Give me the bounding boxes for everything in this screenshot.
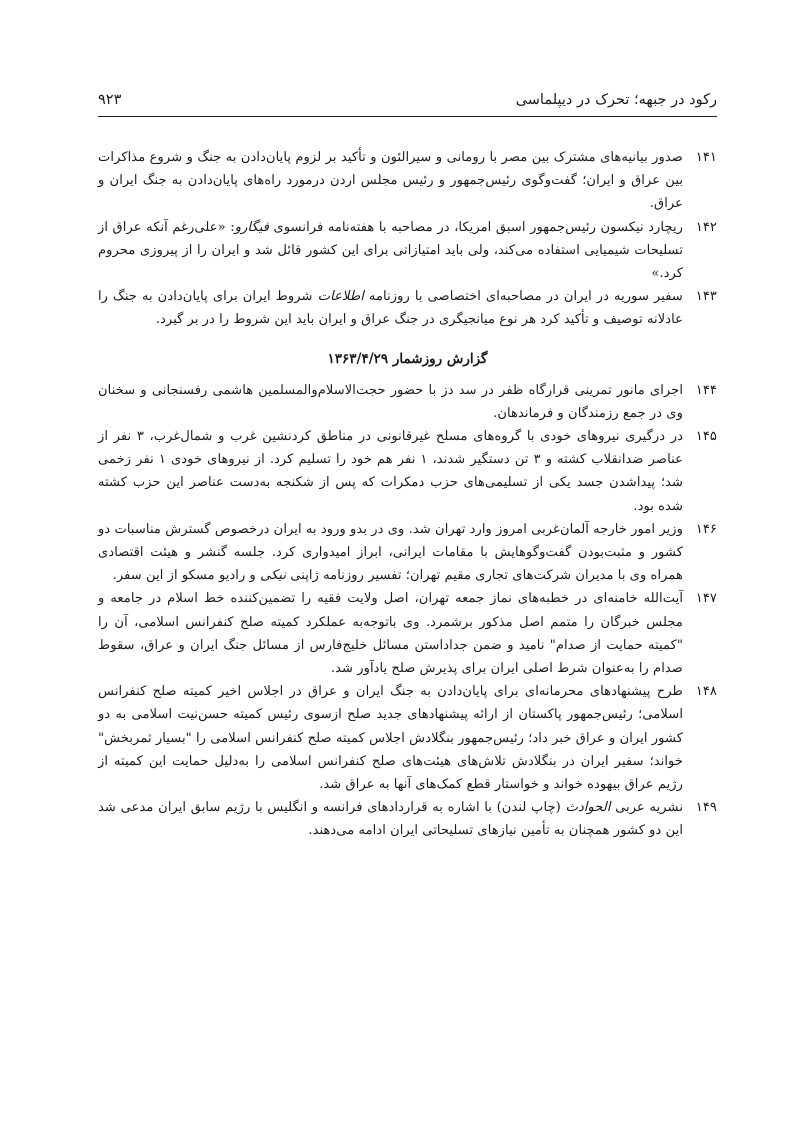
italic-publication-name: فیگارو: [234, 219, 269, 235]
entry-143: [98, 285, 717, 331]
page-body: [98, 146, 717, 843]
entry-text: صدور بیانیه‌های مشترک بین مصر با رومانی و سیرالئون و تأکید بر لزوم پایان‌دادن به جنگ و شروع مذاکرات بین عراق و ایران؛ گفت‌وگوی رئیس‌جمهور و رئیس مجلس اردن درمورد راه‌های پایان‌دادن به جنگ ایران و عراق.: [98, 150, 683, 212]
entries-group-after-heading: [98, 379, 717, 843]
running-header: [98, 92, 717, 117]
page-number: ۹۲۳: [98, 92, 122, 108]
entry-text: ریچارد نیکسون رئیس‌جمهور اسبق امریکا، در مصاحبه با هفته‌نامه فرانسوی فیگارو: «علی‌رغم آنکه عراق از تسلیحات شیمیایی استفاده می‌کند، ولی باید امتیازاتی برای این کشور قائل شد و ایران را از پیروزی محروم کرد.»: [98, 219, 683, 282]
section-heading: گزارش روزشمار ۱۳۶۳/۴/۲۹: [327, 350, 488, 367]
entry-text: اجرای مانور تمرینی قرارگاه ظفر در سد دز با حضور حجت‌الاسلام‌والمسلمین هاشمی رفسنجانی و سخنان وی در جمع رزمندگان و فرماندهان.: [98, 382, 683, 421]
entry-number: ۱۴۳: [695, 289, 717, 305]
entry-147: [98, 587, 717, 680]
entry-number: ۱۴۸: [695, 684, 717, 700]
entry-number: ۱۴۱: [695, 150, 717, 165]
entry-146: [98, 518, 717, 588]
entries-group-before-heading: [98, 146, 717, 332]
entry-145: [98, 425, 717, 518]
entry-text: وزیر امور خارجه آلمان‌غربی امروز وارد تهران شد. وی در بدو ورود به ایران درخصوص گسترش مناسبات دو کشور و مثبت‌بودن گفت‌وگوهایش با مقامات ایرانی، ابراز امیدواری کرد. جلسه گنشر و هیئت اقتصادی همراه وی با مدیران شرکت‌های تجاری مقیم تهران؛ تفسیر روزنامه ژاپنی نیکی و رادیو مسکو از این سفر.: [98, 521, 683, 584]
entry-number: ۱۴۶: [695, 521, 717, 537]
entry-number: ۱۴۷: [695, 591, 717, 607]
entry-144: [98, 379, 717, 425]
italic-publication-name: نیکی: [260, 568, 287, 584]
entry-142: [98, 216, 717, 286]
entry-number: ۱۴۹: [695, 800, 717, 816]
entry-141: [98, 146, 717, 216]
entry-text: نشریه عربی الحوادث (چاپ لندن) با اشاره به قراردادهای فرانسه و انگلیس با رژیم سابق ایران مدعی شد این دو کشور همچنان به تأمین نیازهای تسلیحاتی ایران ادامه می‌دهند.: [98, 800, 683, 839]
entry-number: ۱۴۲: [695, 219, 717, 235]
entry-text: آیت‌الله خامنه‌ای در خطبه‌های نماز جمعه تهران، اصل ولایت فقیه را تضمین‌کننده خط اسلام در جامعه و مجلس خبرگان را متمم اصل مذکور برشمرد. وی باتوجه‌به عملکرد کمیته صلح کنفرانس اسلامی، آن را "کمیته حمایت از صدام" نامید و ضمن جداداستن مسائل خلیج‌فارس از مسائل جنگ ایران و عراق، سقوط صدام را به‌عنوان شرط اصلی ایران برای پذیرش صلح یادآور شد.: [98, 591, 683, 677]
entry-number: ۱۴۴: [695, 382, 717, 398]
italic-publication-name: اطلاعات: [317, 289, 364, 305]
entry-text: سفیر سوریه در ایران در مصاحبه‌ای اختصاصی با روزنامه اطلاعات شروط ایران برای پایان‌دادن به جنگ را عادلانه توصیف و تأکید کرد هر نوع میانجیگری در جنگ عراق و ایران باید این شروط را در بر گیرد.: [98, 289, 683, 328]
entry-text: طرح پیشنهادهای محرمانه‌ای برای پایان‌دادن به جنگ ایران و عراق در اجلاس اخیر کمیته صلح کنفرانس اسلامی؛ رئیس‌جمهور پاکستان از ارائه پیشنهادهای جدید صلح ازسوی رئیس کمیته حسن‌نیت اسلامی به دو کشور ایران و عراق خبر داد؛ رئیس‌جمهور بنگلادش اجلاس کمیته صلح کنفرانس اسلامی را "بسیار ثمربخش" خواند؛ سفیر ایران در بنگلادش تلاش‌های هیئت‌های صلح کنفرانس اسلامی را به‌دلیل حمایت این کمیته از رژیم عراق بیهوده خواند و خواستار قطع کمک‌های آنها به عراق شد.: [98, 684, 683, 793]
entry-number: ۱۴۵: [695, 429, 717, 445]
entry-149: [98, 796, 717, 842]
running-title: رکود در جبهه؛ تحرک در دیپلماسی: [515, 92, 717, 108]
italic-publication-name: الحوادث: [565, 800, 611, 816]
entry-148: [98, 680, 717, 796]
entry-text: در درگیری نیروهای خودی با گروه‌های مسلح غیرقانونی در مناطق کردنشین غرب و شمال‌غرب، ۳ نفر از عناصر ضدانقلاب کشته و ۳ تن دستگیر شدند، ۱ نفر هم خود را تسلیم کرد. از نیروهای خودی ۱ نفر زخمی شد؛ پیداشدن جسد یکی از تسلیمی‌های حزب دمکرات که پس از شکنجه به‌دست عناصر این حزب کشته شده بود.: [98, 429, 683, 514]
